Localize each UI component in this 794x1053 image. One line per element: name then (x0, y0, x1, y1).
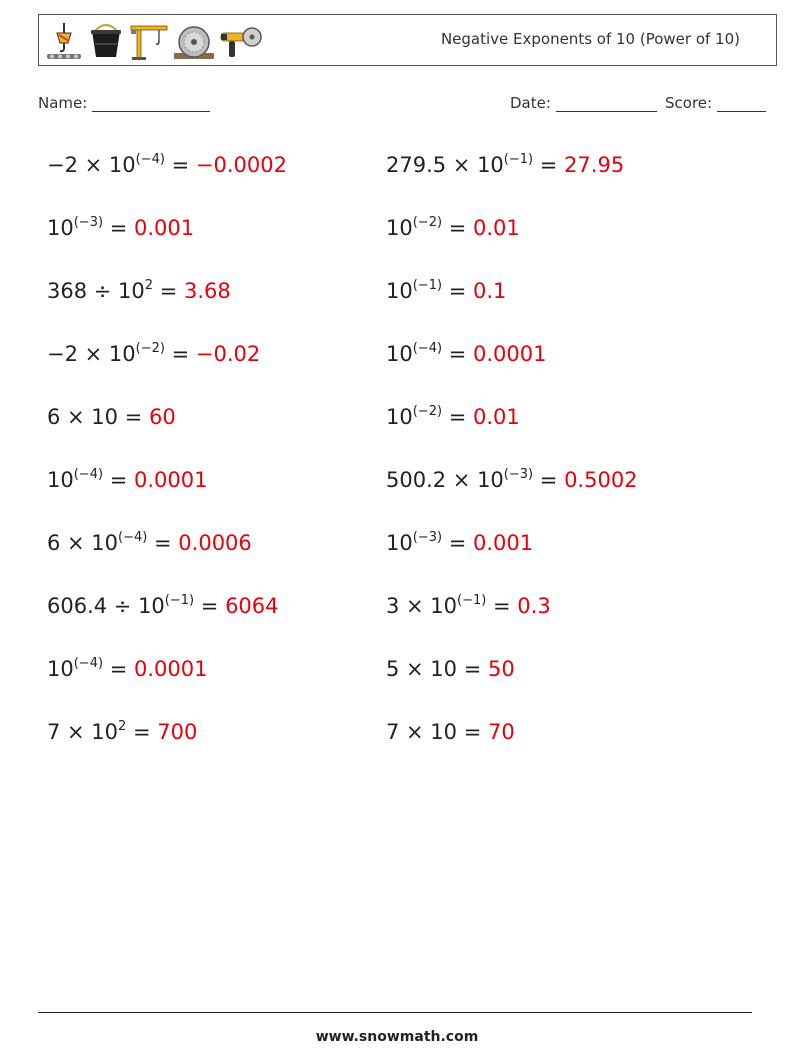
equals-sign: = (457, 720, 488, 744)
problem-expression: 7 × 10 (386, 720, 458, 744)
problem-expression: 10 (47, 216, 74, 240)
equals-sign: = (164, 153, 196, 177)
problem-1 (47, 152, 287, 178)
date-field[interactable] (510, 94, 657, 112)
problem-7 (47, 341, 260, 367)
problem-expression: −2 × 10 (47, 342, 136, 366)
problem-expression: 6 × 10 (47, 531, 119, 555)
score-blank[interactable] (717, 97, 766, 112)
problem-answer: 0.0001 (473, 342, 547, 366)
saw-blade-icon (173, 21, 215, 61)
problem-expression: 606.4 ÷ 10 (47, 594, 165, 618)
problem-expression: 279.5 × 10 (386, 153, 504, 177)
problem-answer: 0.0001 (134, 657, 208, 681)
equals-sign: = (442, 405, 473, 429)
problem-15 (47, 593, 279, 619)
equals-sign: = (486, 594, 518, 618)
problem-exponent: (−1) (457, 593, 487, 608)
problem-expression: −2 × 10 (47, 153, 136, 177)
problem-2 (386, 152, 624, 178)
problem-answer: 0.001 (134, 216, 195, 240)
problem-9 (47, 404, 176, 430)
equals-sign: = (442, 279, 473, 303)
problem-answer: 60 (148, 405, 176, 429)
problem-exponent: (−2) (135, 341, 165, 356)
problem-answer: 700 (157, 720, 198, 744)
problem-14 (386, 530, 533, 556)
problem-answer: 6064 (225, 594, 279, 618)
bucket-icon (87, 21, 125, 61)
equals-sign: = (457, 657, 488, 681)
equals-sign: = (442, 531, 473, 555)
name-field[interactable] (38, 94, 210, 112)
equals-sign: = (533, 153, 565, 177)
problem-answer: 3.68 (184, 279, 231, 303)
problem-answer: 70 (487, 720, 515, 744)
problem-8 (386, 341, 546, 367)
problem-answer: 50 (487, 657, 515, 681)
problem-10 (386, 404, 520, 430)
problem-3 (47, 215, 194, 241)
problem-expression: 10 (386, 405, 413, 429)
problem-exponent: (−2) (412, 215, 443, 230)
footer-website: www.snowmath.com (315, 1029, 479, 1045)
equals-sign: = (442, 342, 473, 366)
equals-sign: = (103, 657, 134, 681)
problem-20 (386, 719, 515, 745)
problem-answer: 0.0006 (178, 531, 252, 555)
name-blank[interactable] (92, 97, 210, 112)
problem-12 (386, 467, 638, 493)
problem-exponent: 2 (144, 278, 154, 293)
problem-exponent: (−4) (73, 467, 104, 482)
problem-exponent: (−3) (503, 467, 534, 482)
problem-exponent: (−1) (164, 593, 195, 608)
date-blank[interactable] (556, 97, 657, 112)
problem-13 (47, 530, 252, 556)
problem-expression: 10 (386, 342, 413, 366)
problem-16 (386, 593, 551, 619)
problem-exponent: (−2) (412, 404, 443, 419)
equals-sign: = (194, 594, 226, 618)
problem-expression: 10 (386, 216, 413, 240)
problem-expression: 10 (47, 657, 74, 681)
problem-exponent: (−3) (412, 530, 443, 545)
equals-sign: = (153, 279, 184, 303)
equals-sign: = (442, 216, 473, 240)
problem-18 (386, 656, 515, 682)
problem-exponent: (−1) (503, 152, 534, 167)
problem-exponent: (−4) (118, 530, 148, 545)
problem-answer: 0.01 (473, 405, 520, 429)
equals-sign: = (147, 531, 179, 555)
name-label: Name: (38, 94, 88, 112)
problem-exponent: (−4) (412, 341, 443, 356)
problem-17 (47, 656, 207, 682)
angle-grinder-icon (219, 21, 263, 61)
problem-expression: 10 (386, 531, 413, 555)
equals-sign: = (103, 468, 134, 492)
problem-exponent: (−3) (73, 215, 104, 230)
problem-answer: 0.0001 (134, 468, 208, 492)
problem-11 (47, 467, 207, 493)
crane-hook-icon (45, 21, 83, 61)
problem-expression: 5 × 10 (386, 657, 458, 681)
header-icons (45, 21, 263, 61)
problem-answer: 0.01 (473, 216, 520, 240)
problem-expression: 6 × 10 (47, 405, 119, 429)
equals-sign: = (533, 468, 565, 492)
problem-exponent: (−4) (135, 152, 165, 167)
tower-crane-icon (129, 21, 169, 61)
equals-sign: = (126, 720, 158, 744)
problem-5 (47, 278, 231, 304)
problem-answer: −0.02 (195, 342, 261, 366)
problem-answer: 27.95 (564, 153, 625, 177)
problem-answer: 0.001 (473, 531, 534, 555)
problem-answer: 0.1 (473, 279, 507, 303)
problem-4 (386, 215, 520, 241)
problem-answer: 0.3 (517, 594, 551, 618)
problem-exponent: (−4) (73, 656, 104, 671)
problem-expression: 7 × 10 (47, 720, 119, 744)
problem-expression: 10 (47, 468, 74, 492)
score-label: Score: (665, 94, 713, 112)
equals-sign: = (103, 216, 134, 240)
equals-sign: = (118, 405, 149, 429)
worksheet-title: Negative Exponents of 10 (Power of 10) (440, 30, 740, 48)
worksheet-header (38, 14, 777, 66)
problem-answer: 0.5002 (564, 468, 638, 492)
date-label: Date: (510, 94, 551, 112)
problem-expression: 368 ÷ 10 (47, 279, 145, 303)
problem-exponent: 2 (118, 719, 127, 734)
equals-sign: = (164, 342, 196, 366)
problem-expression: 3 × 10 (386, 594, 458, 618)
score-field[interactable] (665, 94, 766, 112)
problem-exponent: (−1) (412, 278, 443, 293)
problem-6 (386, 278, 506, 304)
problem-expression: 500.2 × 10 (386, 468, 504, 492)
problem-answer: −0.0002 (195, 153, 287, 177)
problem-expression: 10 (386, 279, 413, 303)
footer-divider (38, 1012, 752, 1013)
problem-19 (47, 719, 197, 745)
